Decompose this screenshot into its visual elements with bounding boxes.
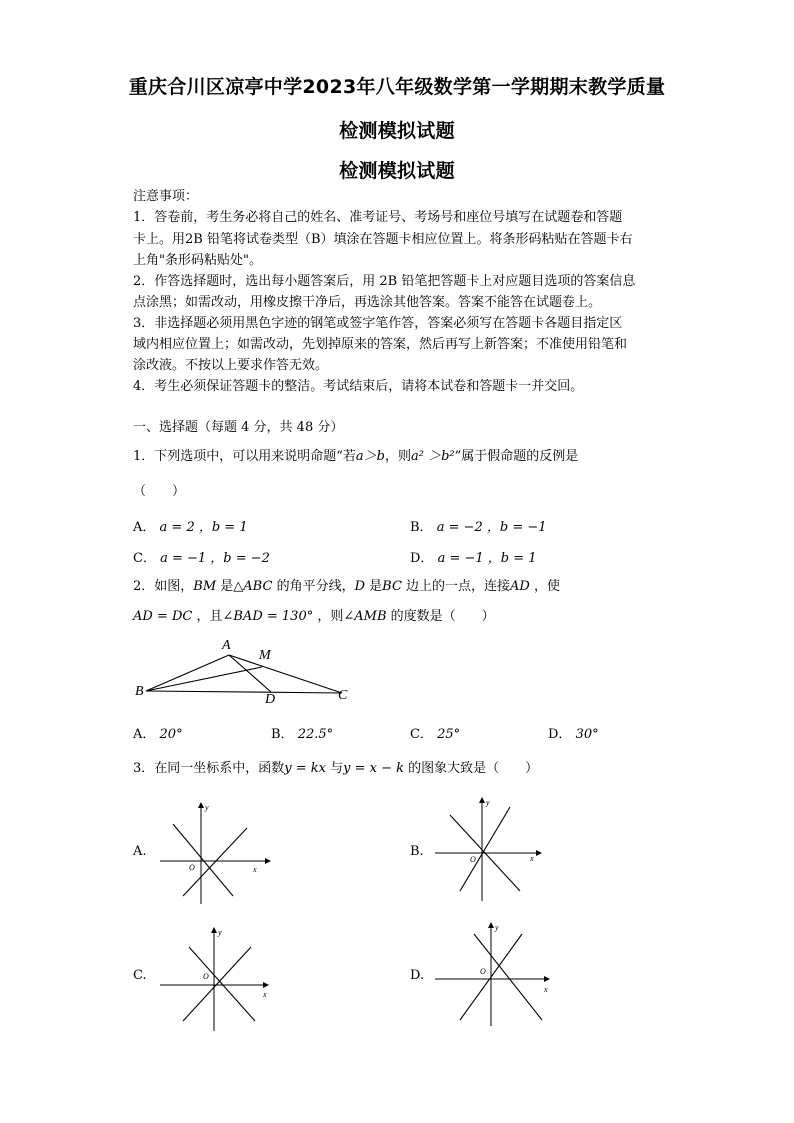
q1-stem-a: 1．下列选项中，可以用来说明命题“若 [133, 449, 356, 464]
axis-y-label: y [495, 923, 499, 932]
label-m: M [259, 648, 271, 663]
q1-stem-c: ”属于假命题的反例是 [454, 449, 579, 464]
option-text: 22.5° [297, 727, 334, 742]
axis-x-label: x [263, 990, 267, 999]
q2-math: △ABC [233, 579, 273, 594]
q1-option-b[interactable] [410, 516, 547, 535]
q2-text: 的角平分线， [272, 579, 355, 594]
q1-option-c[interactable] [133, 547, 270, 566]
notice-line: 涂改液。不按以上要求作答无效。 [133, 358, 329, 373]
q3-text: 的图象大致是（ ） [404, 761, 539, 776]
q2-math: ∠AMB [343, 609, 387, 624]
q2-option-a[interactable] [133, 723, 183, 742]
notice-line: 4．考生必须保证答题卡的整洁。考试结束后，请将本试卷和答题卡一并交回。 [133, 379, 584, 394]
q3-text: 3．在同一坐标系中，函数 [133, 761, 285, 776]
q2-math: BM [193, 579, 217, 594]
q3-graph-a[interactable] [155, 800, 275, 910]
q2-option-c[interactable] [410, 723, 460, 742]
axis-y-label: y [205, 803, 209, 812]
axis-x-label: x [544, 985, 548, 994]
q1-stem-b: ，则 [385, 449, 412, 464]
notice-line: 3．非选择题必须用黑色字迹的钢笔或签字笔作答，答案必须写在答题卡各题目指定区 [133, 316, 623, 331]
segment-ac [229, 655, 342, 693]
option-text: 30° [575, 727, 599, 742]
option-text: a = 2 ，b = 1 [159, 520, 248, 535]
option-text: 20° [159, 727, 183, 742]
section-heading: 一、选择题（每题 4 分，共 48 分） [133, 420, 344, 435]
question-2-stem-line2 [133, 607, 495, 627]
notice-line: 域内相应位置上；如需改动，先划掉原来的答案，然后再写上新答案；不准使用铅笔和 [133, 337, 628, 352]
option-text: a = −1 ，b = −2 [160, 551, 270, 566]
q1-option-a[interactable] [133, 516, 248, 535]
q3-option-b[interactable]: B. [410, 844, 424, 859]
segment-ba [146, 655, 229, 691]
origin-label: O [203, 972, 209, 981]
option-label: B． [271, 727, 294, 742]
question-2-stem-line1 [133, 577, 560, 597]
q2-math: D [354, 579, 366, 594]
q3-option-d[interactable]: D. [410, 968, 425, 983]
axis-y-label: y [218, 928, 222, 937]
q1-conclusion: a² ＞b² [411, 449, 455, 464]
page-title-line1: 重庆合川区凉亭中学2023年八年级数学第一学期期末教学质量 [128, 76, 666, 98]
segment-bc [146, 691, 342, 693]
q2-option-d[interactable] [548, 723, 599, 742]
notice-heading: 注意事项： [133, 189, 199, 204]
q3-option-a[interactable]: A. [133, 844, 147, 859]
axis-y-label: y [486, 798, 490, 807]
segment-bm [146, 667, 262, 691]
page-title-line2: 检测模拟试题 [339, 120, 455, 142]
notice-line: 点涂黑；如需改动，用橡皮擦干净后，再选涂其他答案。答案不能答在试题卷上。 [133, 295, 602, 310]
option-text: a = −2 ，b = −1 [436, 520, 547, 535]
q3-math: y = x − k [343, 761, 405, 776]
label-d: D [265, 692, 276, 707]
origin-label: O [480, 967, 486, 976]
q2-math: BC [382, 579, 402, 594]
q2-option-b[interactable] [271, 723, 333, 742]
notice-line: 1．答卷前，考生务必将自己的姓名、准考证号、考场号和座位号填写在试题卷和答题 [133, 210, 623, 225]
q2-math: AD [510, 579, 530, 594]
q1-option-d[interactable] [410, 547, 537, 566]
q2-text: 是 [216, 579, 234, 594]
q1-paren: （ ） [133, 484, 186, 499]
option-label: A． [133, 727, 156, 742]
q2-text: 边上的一点，连接 [401, 579, 511, 594]
option-text: a = −1 ，b = 1 [437, 551, 537, 566]
page-title-line3: 检测模拟试题 [339, 160, 455, 182]
option-label: B． [410, 520, 433, 535]
label-a: A [222, 638, 231, 653]
q2-text: ，则 [313, 609, 344, 624]
q2-text: 2．如图， [133, 579, 194, 594]
axis-x-label: x [530, 854, 534, 863]
q3-graph-d[interactable] [430, 920, 560, 1030]
q2-text: 的度数是（ ） [386, 609, 495, 624]
option-label: A． [133, 520, 156, 535]
notice-line: 上角"条形码粘贴处"。 [133, 253, 262, 268]
q3-option-c[interactable]: C. [133, 968, 147, 983]
q2-math: ∠BAD = 130° [222, 609, 314, 624]
notice-line: 卡上。用2B 铅笔将试卷类型（B）填涂在答题卡相应位置上。将条形码粘贴在答题卡右 [133, 232, 633, 247]
label-b: B [135, 684, 144, 699]
origin-label: O [470, 855, 476, 864]
q3-graph-b[interactable] [430, 795, 550, 905]
option-label: D． [410, 551, 434, 566]
q3-graph-c[interactable] [155, 925, 275, 1035]
question-3-stem [133, 759, 538, 779]
origin-label: O [189, 863, 195, 872]
q2-math: AD = DC [133, 609, 193, 624]
label-c: C [338, 688, 348, 703]
q2-text: 是 [365, 579, 383, 594]
q3-math: y = kx [284, 761, 326, 776]
axis-x-label: x [253, 865, 257, 874]
q2-text: ，使 [529, 579, 560, 594]
question-1-stem [133, 447, 578, 467]
q1-condition: a＞b [355, 449, 385, 464]
q3-text: 与 [326, 761, 344, 776]
option-label: C． [410, 727, 433, 742]
option-label: C． [133, 551, 156, 566]
notice-line: 2．作答选择题时，选出每小题答案后，用 2B 铅笔把答题卡上对应题目选项的答案信息 [133, 274, 636, 289]
q2-text: ，且 [192, 609, 223, 624]
option-label: D． [548, 727, 572, 742]
option-text: 25° [437, 727, 461, 742]
